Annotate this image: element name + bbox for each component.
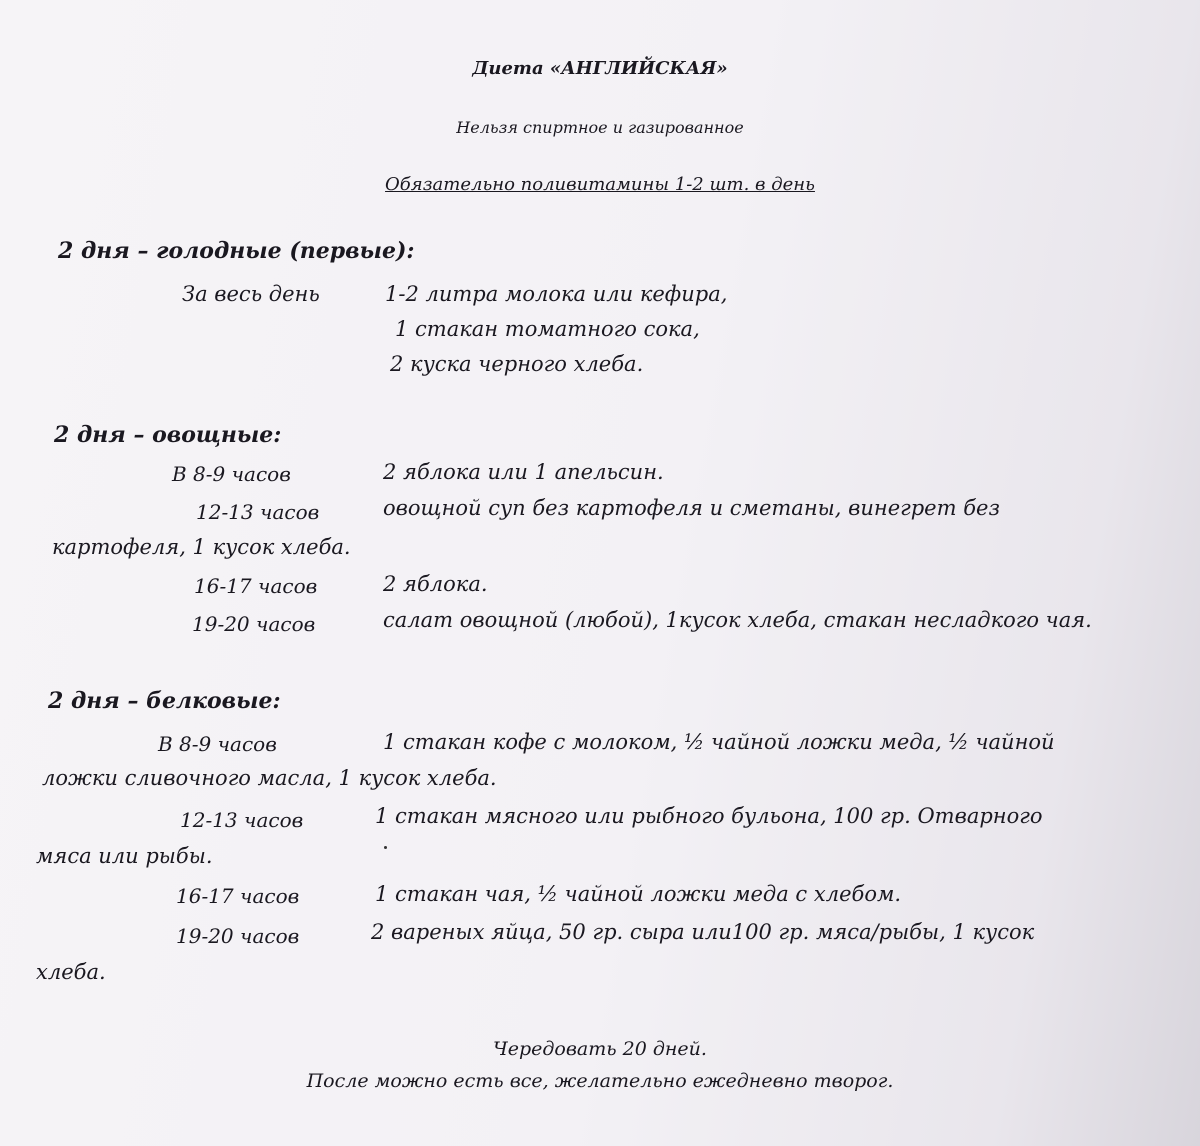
schedule-text: салат овощной (любой), 1кусок хлеба, стакан несладкого чая. — [383, 608, 1092, 632]
schedule-text: 1 стакан чая, ½ чайной ложки меда с хлебом. — [375, 882, 902, 906]
schedule-time: В 8-9 часов — [158, 732, 277, 756]
vitamin-note-text: Обязательно поливитамины 1-2 шт. в день — [385, 174, 815, 195]
schedule-text-continued: ложки сливочного масла, 1 кусок хлеба. — [42, 766, 497, 790]
section-heading-protein: 2 дня – белковые: — [48, 688, 281, 714]
section-heading-fasting: 2 дня – голодные (первые): — [58, 238, 415, 264]
footer-line-1: Чередовать 20 дней. — [493, 1038, 707, 1060]
schedule-time: 19-20 часов — [176, 924, 300, 948]
schedule-text-continued: картофеля, 1 кусок хлеба. — [52, 535, 351, 559]
schedule-time: В 8-9 часов — [172, 462, 291, 486]
document-subtitle: Нельзя спиртное и газированное — [456, 118, 744, 137]
schedule-time: 16-17 часов — [176, 884, 300, 908]
stray-dot — [384, 846, 387, 849]
schedule-text: 1 стакан кофе с молоком, ½ чайной ложки меда, ½ чайной — [383, 730, 1055, 754]
schedule-time: 12-13 часов — [196, 500, 320, 524]
schedule-text: 2 яблока или 1 апельсин. — [383, 460, 664, 484]
section-heading-vegetable: 2 дня – овощные: — [54, 422, 282, 448]
document-title: Диета «АНГЛИЙСКАЯ» — [472, 58, 728, 79]
fasting-label: За весь день — [182, 282, 320, 306]
schedule-text: 2 вареных яйца, 50 гр. сыра или100 гр. мяса/рыбы, 1 кусок — [371, 920, 1035, 944]
vitamin-note — [0, 174, 1200, 195]
footer-line-2: После можно есть все, желательно ежедневно творог. — [306, 1070, 894, 1092]
schedule-text: овощной суп без картофеля и сметаны, винегрет без — [383, 496, 1000, 520]
fasting-line: 1-2 литра молока или кефира, — [385, 282, 728, 306]
schedule-time: 12-13 часов — [180, 808, 304, 832]
schedule-text: 1 стакан мясного или рыбного бульона, 100 гр. Отварного — [375, 804, 1043, 828]
schedule-time: 16-17 часов — [194, 574, 318, 598]
fasting-line: 2 куска черного хлеба. — [390, 352, 644, 376]
schedule-text: 2 яблока. — [383, 572, 488, 596]
schedule-time: 19-20 часов — [192, 612, 316, 636]
schedule-text-continued: мяса или рыбы. — [36, 844, 213, 868]
schedule-text-continued: хлеба. — [36, 960, 106, 984]
fasting-line: 1 стакан томатного сока, — [395, 317, 700, 341]
